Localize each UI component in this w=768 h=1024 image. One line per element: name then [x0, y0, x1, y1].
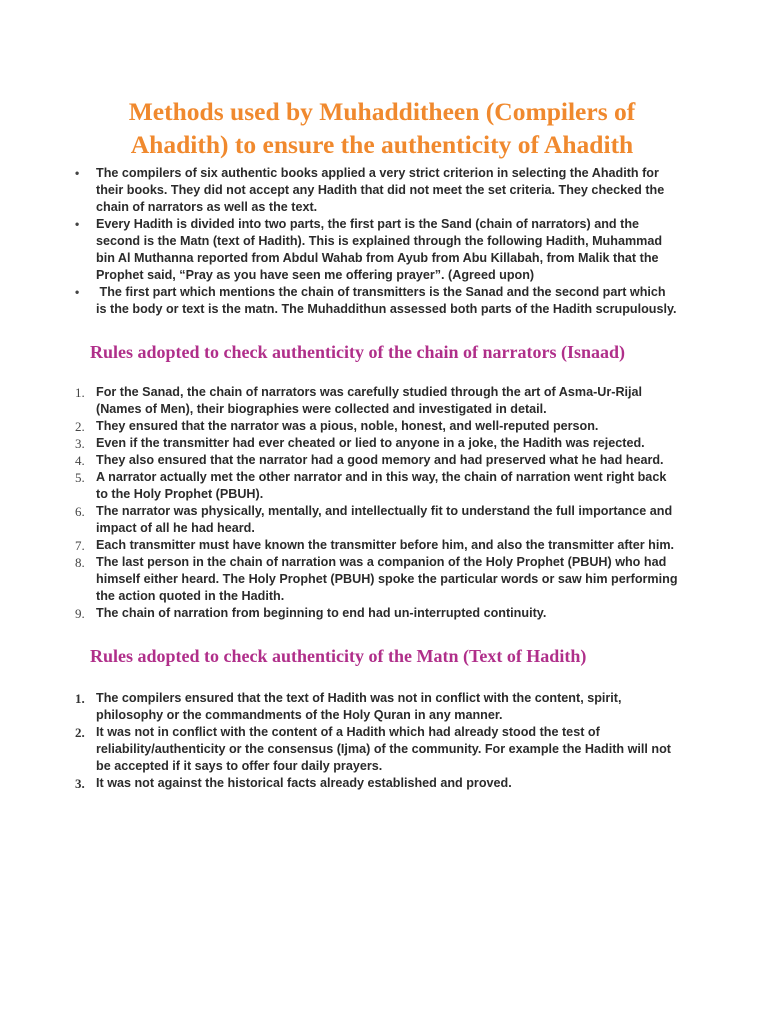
list-number: 1.	[75, 385, 85, 400]
list-item	[72, 554, 678, 605]
bullet-icon: •	[75, 217, 80, 231]
list-number: 6.	[75, 504, 85, 519]
list-item-text: The chain of narration from beginning to end had un-interrupted continuity.	[96, 606, 547, 620]
page-title	[72, 95, 678, 161]
list-item-text: They ensured that the narrator was a pious, noble, honest, and well-reputed person.	[96, 419, 599, 433]
matn-rules-list	[72, 690, 678, 792]
list-item-text: Each transmitter must have known the transmitter before him, and also the transmitter after him.	[96, 538, 675, 552]
isnaad-rules-list	[72, 384, 678, 622]
page-title-line-2: Ahadith) to ensure the authenticity of Ahadith	[130, 130, 634, 159]
list-item	[72, 418, 678, 435]
intro-bullet-list	[72, 165, 678, 318]
list-item	[72, 469, 678, 503]
intro-bullet-item	[72, 165, 678, 216]
intro-bullet-text: The first part which mentions the chain of transmitters is the Sanad and the second part which is the body or text is the matn. The Muhaddithun assessed both parts of the Hadith scrupulously.	[96, 285, 677, 316]
list-item	[72, 503, 678, 537]
list-item	[72, 452, 678, 469]
intro-bullet-text: Every Hadith is divided into two parts, the first part is the Sand (chain of narrators) and the second is the Matn (text of Hadith). This is explained through the following Hadith, Muhammad bin Al Muthanna reported from Abdul Wahab from Ayub from Abu Killabah, from Malik that the Prophet said, “Pray as you have seen me offering prayer”. (Agreed upon)	[96, 217, 663, 282]
list-item	[72, 690, 678, 724]
list-number: 1.	[75, 691, 85, 706]
list-item	[72, 537, 678, 554]
list-item	[72, 384, 678, 418]
list-number: 2.	[75, 725, 85, 740]
list-item-text: It was not in conflict with the content of a Hadith which had already stood the test of reliability/authenticity or the consensus (Ijma) of the community. For example the Hadith will not be accepted if it says to offer four daily prayers.	[96, 725, 671, 773]
section-heading-matn: Rules adopted to check authenticity of the Matn (Text of Hadith)	[90, 646, 587, 666]
bullet-icon: •	[75, 166, 80, 180]
list-item	[72, 775, 678, 792]
list-number: 2.	[75, 419, 85, 434]
list-item-text: The last person in the chain of narration was a companion of the Holy Prophet (PBUH) who had himself either heard. The Holy Prophet (PBUH) spoke the particular words or saw him performing the action quoted in the Hadith.	[96, 555, 678, 603]
list-item-text: They also ensured that the narrator had a good memory and had preserved what he had heard.	[96, 453, 664, 467]
list-number: 9.	[75, 606, 85, 621]
list-item-text: The narrator was physically, mentally, and intellectually fit to understand the full importance and impact of all he had heard.	[96, 504, 673, 535]
list-number: 4.	[75, 453, 85, 468]
list-number: 5.	[75, 470, 85, 485]
list-item	[72, 435, 678, 452]
list-item	[72, 605, 678, 622]
list-number: 8.	[75, 555, 85, 570]
list-number: 3.	[75, 776, 85, 791]
page-title-line-1: Methods used by Muhadditheen (Compilers of	[128, 97, 636, 126]
intro-bullet-item	[72, 216, 678, 284]
list-item-text: It was not against the historical facts already established and proved.	[96, 776, 512, 790]
bullet-icon: •	[75, 285, 80, 299]
list-item-text: The compilers ensured that the text of Hadith was not in conflict with the content, spirit, philosophy or the commandments of the Holy Quran in any manner.	[96, 691, 622, 722]
list-item	[72, 724, 678, 775]
list-number: 3.	[75, 436, 85, 451]
list-number: 7.	[75, 538, 85, 553]
intro-bullet-item	[72, 284, 678, 318]
list-item-text: Even if the transmitter had ever cheated or lied to anyone in a joke, the Hadith was rejected.	[96, 436, 645, 450]
list-item-text: A narrator actually met the other narrator and in this way, the chain of narration went right back to the Holy Prophet (PBUH).	[96, 470, 667, 501]
list-item-text: For the Sanad, the chain of narrators was carefully studied through the art of Asma-Ur-Rijal (Names of Men), their biographies were collected and investigated in detail.	[96, 385, 643, 416]
intro-bullet-text: The compilers of six authentic books applied a very strict criterion in selecting the Ahadith for their books. They did not accept any Hadith that did not meet the set criteria. They checked the chain of narrators as well as the text.	[96, 166, 665, 214]
section-heading-isnaad: Rules adopted to check authenticity of the chain of narrators (Isnaad)	[90, 342, 625, 362]
